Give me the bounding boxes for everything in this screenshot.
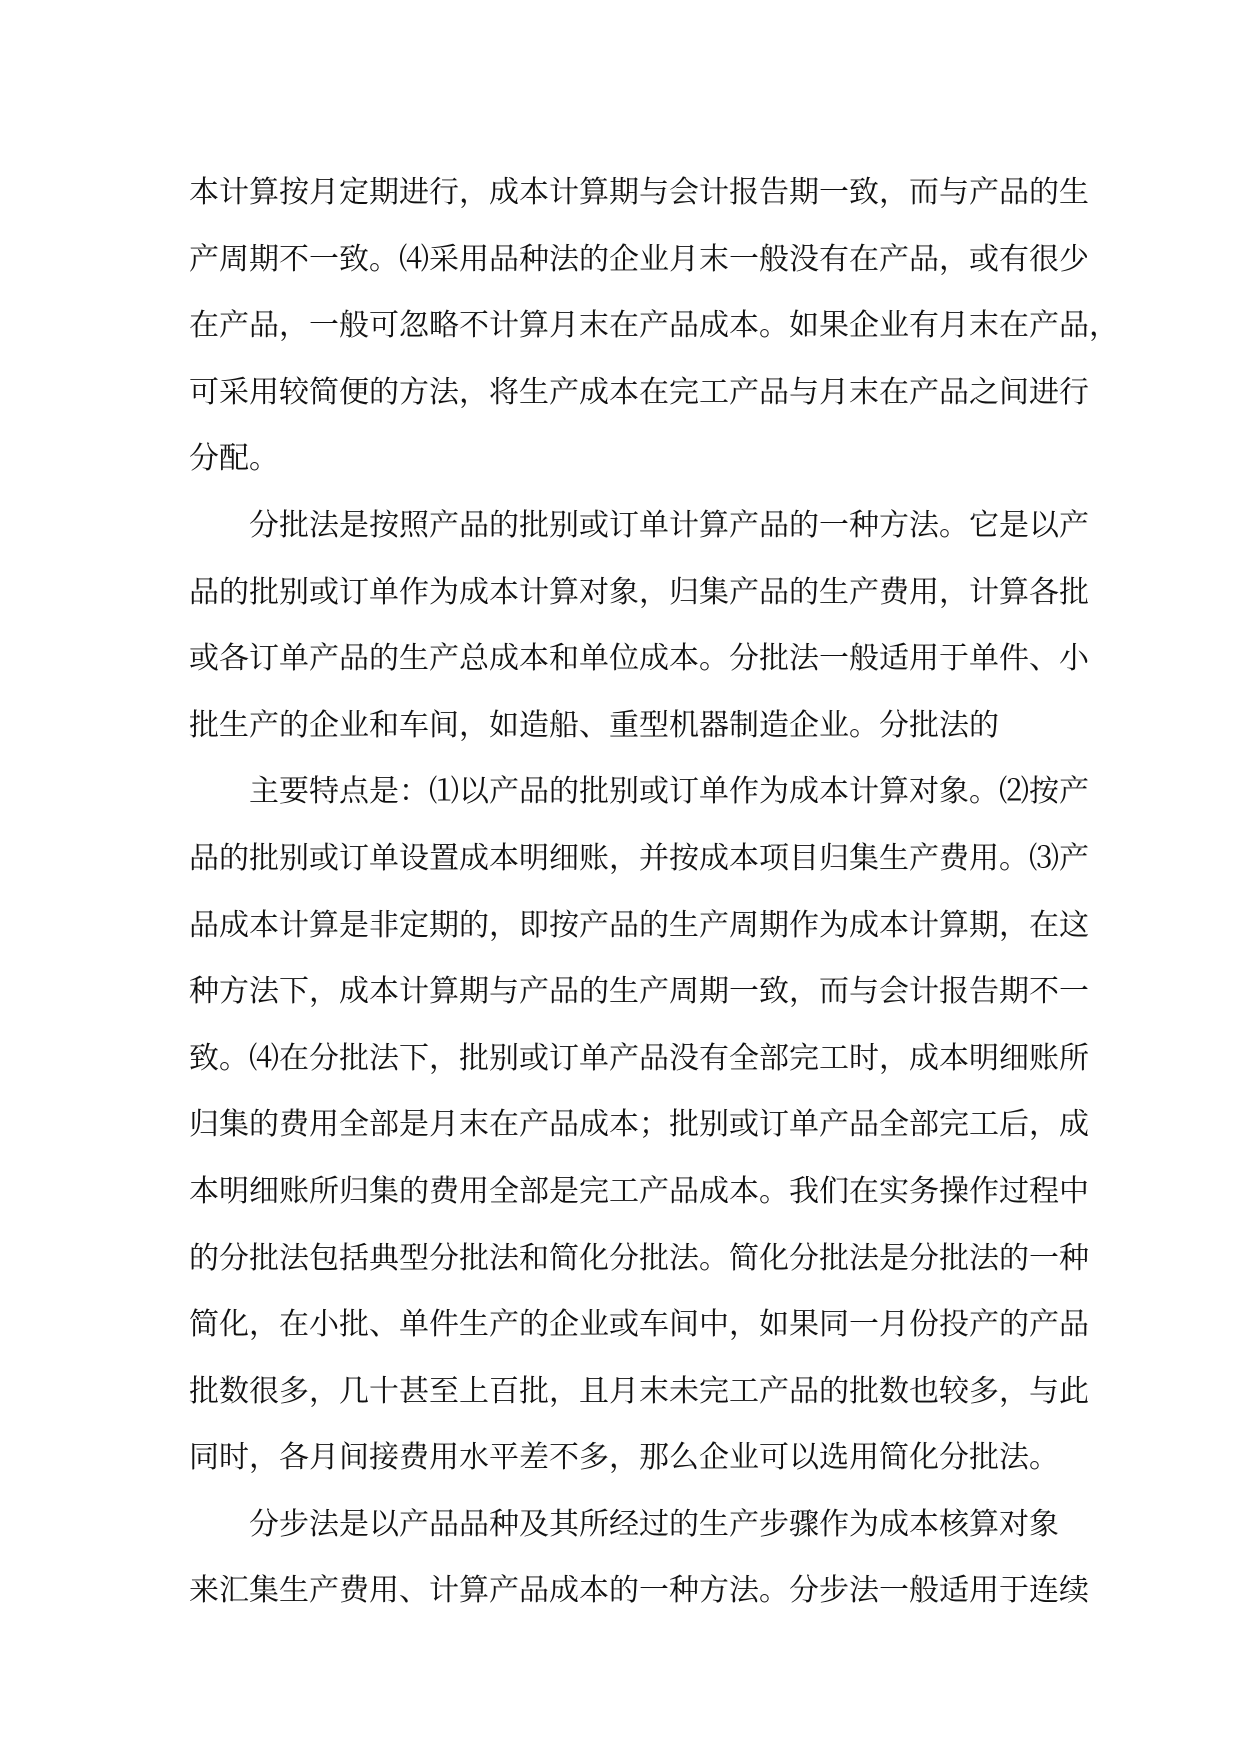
text-line: 批数很多，几十甚至上百批，且月末未完工产品的批数也较多，与此 [189, 1373, 1089, 1409]
text-line: 分配。 [189, 441, 279, 477]
text-line: 本明细账所归集的费用全部是完工产品成本。我们在实务操作过程中 [189, 1173, 1089, 1209]
paragraph-first-line: 分步法是以产品品种及其所经过的生产步骤作为成本核算对象 [249, 1506, 1059, 1542]
text-line: 种方法下，成本计算期与产品的生产周期一致，而与会计报告期不一 [189, 974, 1089, 1010]
paragraph-first-line: 主要特点是：⑴以产品的批别或订单作为成本计算对象。⑵按产 [249, 774, 1089, 810]
text-line: 来汇集生产费用、计算产品成本的一种方法。分步法一般适用于连续 [189, 1573, 1089, 1609]
text-line: 致。⑷在分批法下，批别或订单产品没有全部完工时，成本明细账所 [189, 1040, 1089, 1076]
text-line: 的分批法包括典型分批法和简化分批法。简化分批法是分批法的一种 [189, 1240, 1089, 1276]
text-line: 品成本计算是非定期的，即按产品的生产周期作为成本计算期，在这 [189, 907, 1089, 943]
text-line: 在产品，一般可忽略不计算月末在产品成本。如果企业有月末在产品， [189, 308, 1119, 344]
text-line: 可采用较简便的方法，将生产成本在完工产品与月末在产品之间进行 [189, 374, 1089, 410]
text-line: 本计算按月定期进行，成本计算期与会计报告期一致，而与产品的生 [189, 175, 1089, 210]
text-line: 产周期不一致。⑷采用品种法的企业月末一般没有在产品，或有很少 [189, 241, 1089, 277]
text-line: 同时，各月间接费用水平差不多，那么企业可以选用简化分批法。 [189, 1440, 1059, 1476]
paragraph-first-line: 分批法是按照产品的批别或订单计算产品的一种方法。它是以产 [249, 507, 1089, 543]
text-line: 品的批别或订单设置成本明细账，并按成本项目归集生产费用。⑶产 [189, 840, 1089, 876]
text-line: 归集的费用全部是月末在产品成本；批别或订单产品全部完工后，成 [189, 1107, 1089, 1143]
text-line: 简化，在小批、单件生产的企业或车间中，如果同一月份投产的产品 [189, 1307, 1089, 1343]
text-line: 或各订单产品的生产总成本和单位成本。分批法一般适用于单件、小 [189, 641, 1089, 677]
text-line: 批生产的企业和车间，如造船、重型机器制造企业。分批法的 [189, 707, 999, 743]
text-line: 品的批别或订单作为成本计算对象，归集产品的生产费用，计算各批 [189, 574, 1089, 610]
body-text [189, 160, 1119, 1625]
